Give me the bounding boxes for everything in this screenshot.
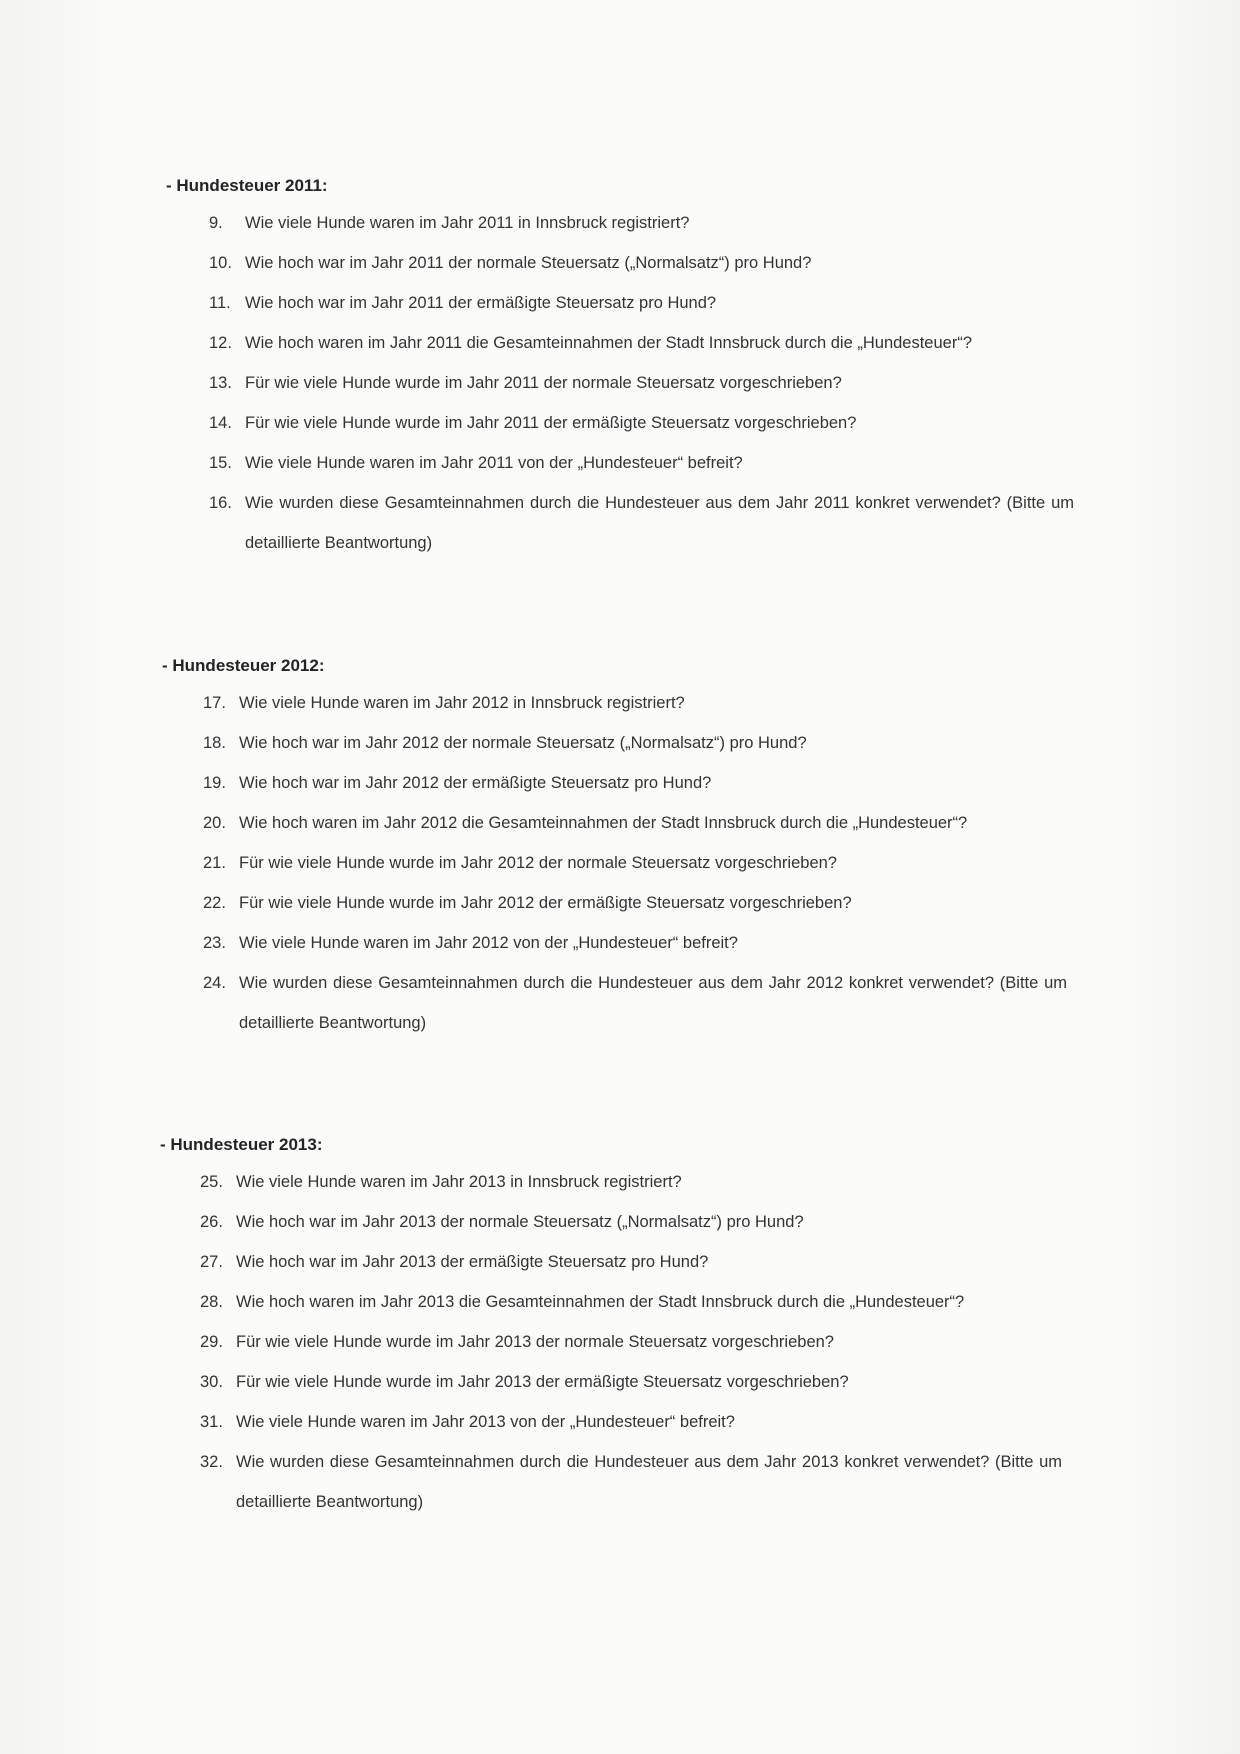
question-number: 15. [209,454,232,472]
question-number: 31. [200,1413,223,1431]
question-text: Wie viele Hunde waren im Jahr 2012 in Innsbruck registriert? [239,694,685,712]
question-number: 16. [209,494,232,512]
question-item [209,443,1074,483]
question-text: Für wie viele Hunde wurde im Jahr 2011 der ermäßigte Steuersatz vorgeschrieben? [245,414,857,432]
question-text: Wie hoch war im Jahr 2012 der normale Steuersatz („Normalsatz“) pro Hund? [239,734,807,752]
question-number: 9. [209,214,223,232]
question-text: Für wie viele Hunde wurde im Jahr 2012 der ermäßigte Steuersatz vorgeschrieben? [239,894,852,912]
question-number: 26. [200,1213,223,1231]
question-text: Wie hoch war im Jahr 2012 der ermäßigte Steuersatz pro Hund? [239,774,712,792]
section-title: - Hundesteuer 2012: [162,656,325,675]
question-number: 20. [203,814,226,832]
question-text: Für wie viele Hunde wurde im Jahr 2011 der normale Steuersatz vorgeschrieben? [245,374,842,392]
question-number: 13. [209,374,232,392]
question-number: 25. [200,1173,223,1191]
question-text: Wie viele Hunde waren im Jahr 2013 in Innsbruck registriert? [236,1173,682,1191]
question-item [200,1362,1062,1402]
question-text: Wie wurden diese Gesamteinnahmen durch die Hundesteuer aus dem Jahr 2011 konkret verwendet? (Bitte um detaillierte Beantwortung) [245,494,1074,552]
question-text: Wie viele Hunde waren im Jahr 2012 von der „Hundesteuer“ befreit? [239,934,738,952]
question-item [203,683,1067,723]
section-title: - Hundesteuer 2011: [166,176,328,195]
question-item [200,1442,1062,1522]
question-item [200,1322,1062,1362]
question-text: Wie hoch waren im Jahr 2011 die Gesamteinnahmen der Stadt Innsbruck durch die „Hundesteuer“? [245,334,972,352]
question-number: 28. [200,1293,223,1311]
question-number: 19. [203,774,226,792]
question-number: 21. [203,854,226,872]
question-number: 24. [203,974,226,992]
question-text: Wie hoch waren im Jahr 2013 die Gesamteinnahmen der Stadt Innsbruck durch die „Hundesteuer“? [236,1293,965,1311]
question-text: Wie hoch war im Jahr 2013 der ermäßigte Steuersatz pro Hund? [236,1253,709,1271]
question-text: Für wie viele Hunde wurde im Jahr 2013 der normale Steuersatz vorgeschrieben? [236,1333,834,1351]
question-number: 30. [200,1373,223,1391]
question-item [203,803,1067,843]
question-text: Für wie viele Hunde wurde im Jahr 2012 der normale Steuersatz vorgeschrieben? [239,854,837,872]
question-item [200,1282,1062,1322]
question-list [203,683,1067,1043]
question-text: Wie hoch waren im Jahr 2012 die Gesamteinnahmen der Stadt Innsbruck durch die „Hundesteuer“? [239,814,968,832]
question-item [203,963,1067,1043]
question-item [209,283,1074,323]
question-item [203,843,1067,883]
question-item [209,403,1074,443]
section-title: - Hundesteuer 2013: [160,1135,323,1154]
question-text: Wie viele Hunde waren im Jahr 2013 von der „Hundesteuer“ befreit? [236,1413,735,1431]
question-number: 10. [209,254,232,272]
question-number: 27. [200,1253,223,1271]
question-item [200,1402,1062,1442]
question-number: 23. [203,934,226,952]
question-number: 32. [200,1453,223,1471]
question-number: 11. [209,294,231,312]
question-text: Wie hoch war im Jahr 2011 der ermäßigte Steuersatz pro Hund? [245,294,717,312]
question-item [203,763,1067,803]
question-item [209,243,1074,283]
section-hundesteuer-2012 [162,655,1162,1043]
question-text: Für wie viele Hunde wurde im Jahr 2013 der ermäßigte Steuersatz vorgeschrieben? [236,1373,849,1391]
question-text: Wie wurden diese Gesamteinnahmen durch die Hundesteuer aus dem Jahr 2012 konkret verwendet? (Bitte um detaillierte Beantwortung) [239,974,1067,1032]
question-number: 14. [209,414,232,432]
scan-shading-left [0,0,120,1754]
question-item [200,1202,1062,1242]
question-number: 18. [203,734,226,752]
question-item [209,203,1074,243]
question-number: 22. [203,894,226,912]
question-item [200,1162,1062,1202]
question-list [200,1162,1062,1522]
question-text: Wie hoch war im Jahr 2011 der normale Steuersatz („Normalsatz“) pro Hund? [245,254,812,272]
question-number: 29. [200,1333,223,1351]
question-number: 17. [203,694,226,712]
question-item [203,883,1067,923]
question-text: Wie viele Hunde waren im Jahr 2011 in Innsbruck registriert? [245,214,690,232]
question-item [209,483,1074,563]
question-number: 12. [209,334,232,352]
section-hundesteuer-2011 [166,175,1166,563]
question-list [209,203,1074,563]
question-item [209,363,1074,403]
question-text: Wie hoch war im Jahr 2013 der normale Steuersatz („Normalsatz“) pro Hund? [236,1213,804,1231]
question-item [209,323,1074,363]
question-text: Wie viele Hunde waren im Jahr 2011 von der „Hundesteuer“ befreit? [245,454,743,472]
question-text: Wie wurden diese Gesamteinnahmen durch die Hundesteuer aus dem Jahr 2013 konkret verwendet? (Bitte um detaillierte Beantwortung) [236,1453,1062,1511]
section-hundesteuer-2013 [160,1134,1160,1522]
question-item [203,923,1067,963]
question-item [203,723,1067,763]
question-item [200,1242,1062,1282]
